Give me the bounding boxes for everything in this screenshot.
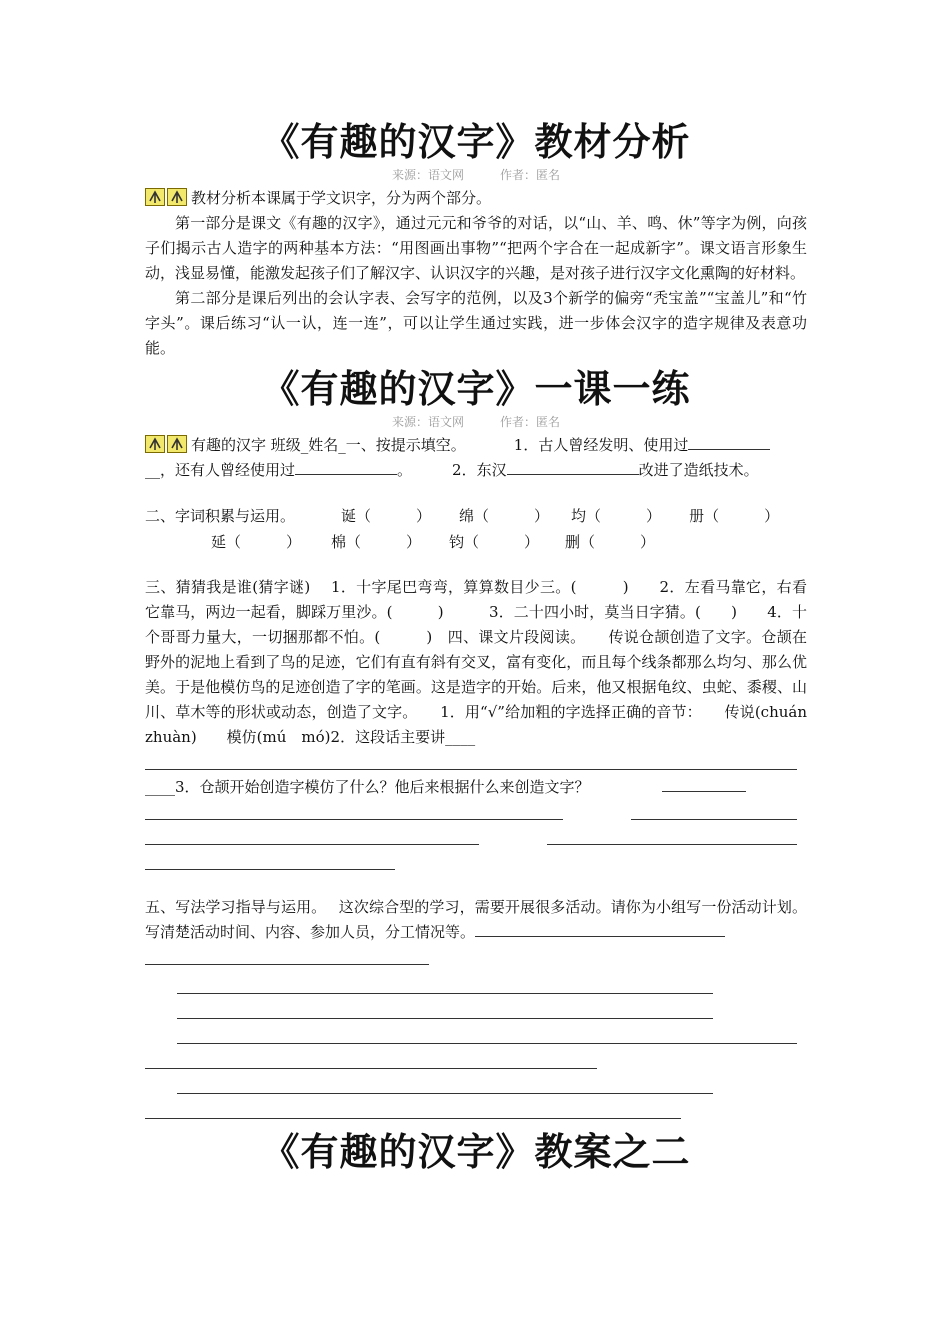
answer-blank[interactable] [507,460,639,475]
question-1: 有趣的汉字 班级_姓名_一、按提示填空。 1．古人曾经发明、使用过 __，还有人曾经使用过 。 2．东汉 改进了造纸技术。 [145,433,807,483]
answer-line[interactable] [145,1074,807,1099]
arrow-badge-icon [145,188,189,206]
answer-line[interactable] [145,999,807,1024]
document-page [145,118,823,1176]
answer-blank[interactable] [475,922,725,937]
question-3-4: 三、猜猜我是谁(猜字谜) 1．十字尾巴弯弯，算算数目少三。( ) 2．左看马靠它，右看它靠马，两边一起看，脚踩万里沙。( ) 3．二十四小时，莫当日字猜。( ) 4．十个哥哥力量大，一切捆那都不怕。( ) 四、课文片段阅读。 传说仓颉创造了文字。仓颉在野外的泥地上看到了鸟的足迹，它们有直有斜有交叉，富有变化，而且每个线条都那么均匀、那么优美。于是他模仿鸟的足迹创造了字的笔画。这是造字的开始。后来，他又根据龟纹、虫蛇、黍稷、山川、草木等的形状或动态，创造了文字。 1．用“√”给加粗的字选择正确的音节： 传说(chuán zhuàn) 模仿(mú mó)2．这段话主要讲____ [145,578,823,746]
answer-line[interactable] [145,750,807,775]
answer-line[interactable] [145,1049,807,1074]
answer-line[interactable] [145,945,807,970]
answer-line[interactable] [145,825,807,850]
answer-blank[interactable] [662,777,746,792]
answer-line[interactable] [145,974,807,999]
answer-line[interactable] [145,1099,807,1124]
section1-paragraph-1: 第一部分是课文《有趣的汉字》，通过元元和爷爷的对话，以“山、羊、鸣、休”等字为例，向孩子们揭示古人造字的两种基本方法：“用图画出事物”“把两个字合在一起成新字”。课文语言形象生动，浅显易懂，能激发起孩子们了解汉字、认识汉字的兴趣，是对孩子进行汉字文化熏陶的好材料。 [145,214,807,282]
arrow-badge-icon [145,435,189,453]
author-label: 作者：匿名 [500,168,561,182]
question-4-3: ____3．仓颉开始创造字模仿了什么？他后来根据什么来创造文字？ [145,775,807,800]
author-label: 作者：匿名 [500,415,561,429]
section1-lead [145,186,807,211]
source-label: 来源：语文网 [391,168,464,182]
section1-title: 《有趣的汉字》教材分析 [261,119,691,164]
section1-source-line [145,166,807,184]
question-5: 五、写法学习指导与运用。 这次综合型的学习，需要开展很多活动。请你为小组写一份活动计划。写清楚活动时间、内容、参加人员，分工情况等。 [145,898,807,941]
section2-source-line [145,413,807,431]
section2-title: 《有趣的汉字》一课一练 [261,366,691,411]
answer-blank[interactable] [688,435,770,450]
section3-title: 《有趣的汉字》教案之二 [261,1129,691,1174]
question-2: 二、字词积累与运用。 诞（ ） 绵（ ） 均（ ） 册（ ） 延（ ） 棉（ ） 钧（ ） 删（ ） [145,507,780,551]
answer-line[interactable] [145,800,807,825]
answer-blank[interactable] [295,460,397,475]
section1-lead-text: 教材分析本课属于学文识字，分为两个部分。 [191,189,492,207]
section1-paragraph-2: 第二部分是课后列出的会认字表、会写字的范例，以及3个新学的偏旁“秃宝盖”“宝盖儿”和“竹字头”。课后练习“认一认，连一连”，可以让学生通过实践，进一步体会汉字的造字规律及表意功能。 [145,289,807,357]
source-label: 来源：语文网 [391,415,464,429]
answer-line[interactable] [145,850,807,875]
answer-line[interactable] [145,1024,807,1049]
